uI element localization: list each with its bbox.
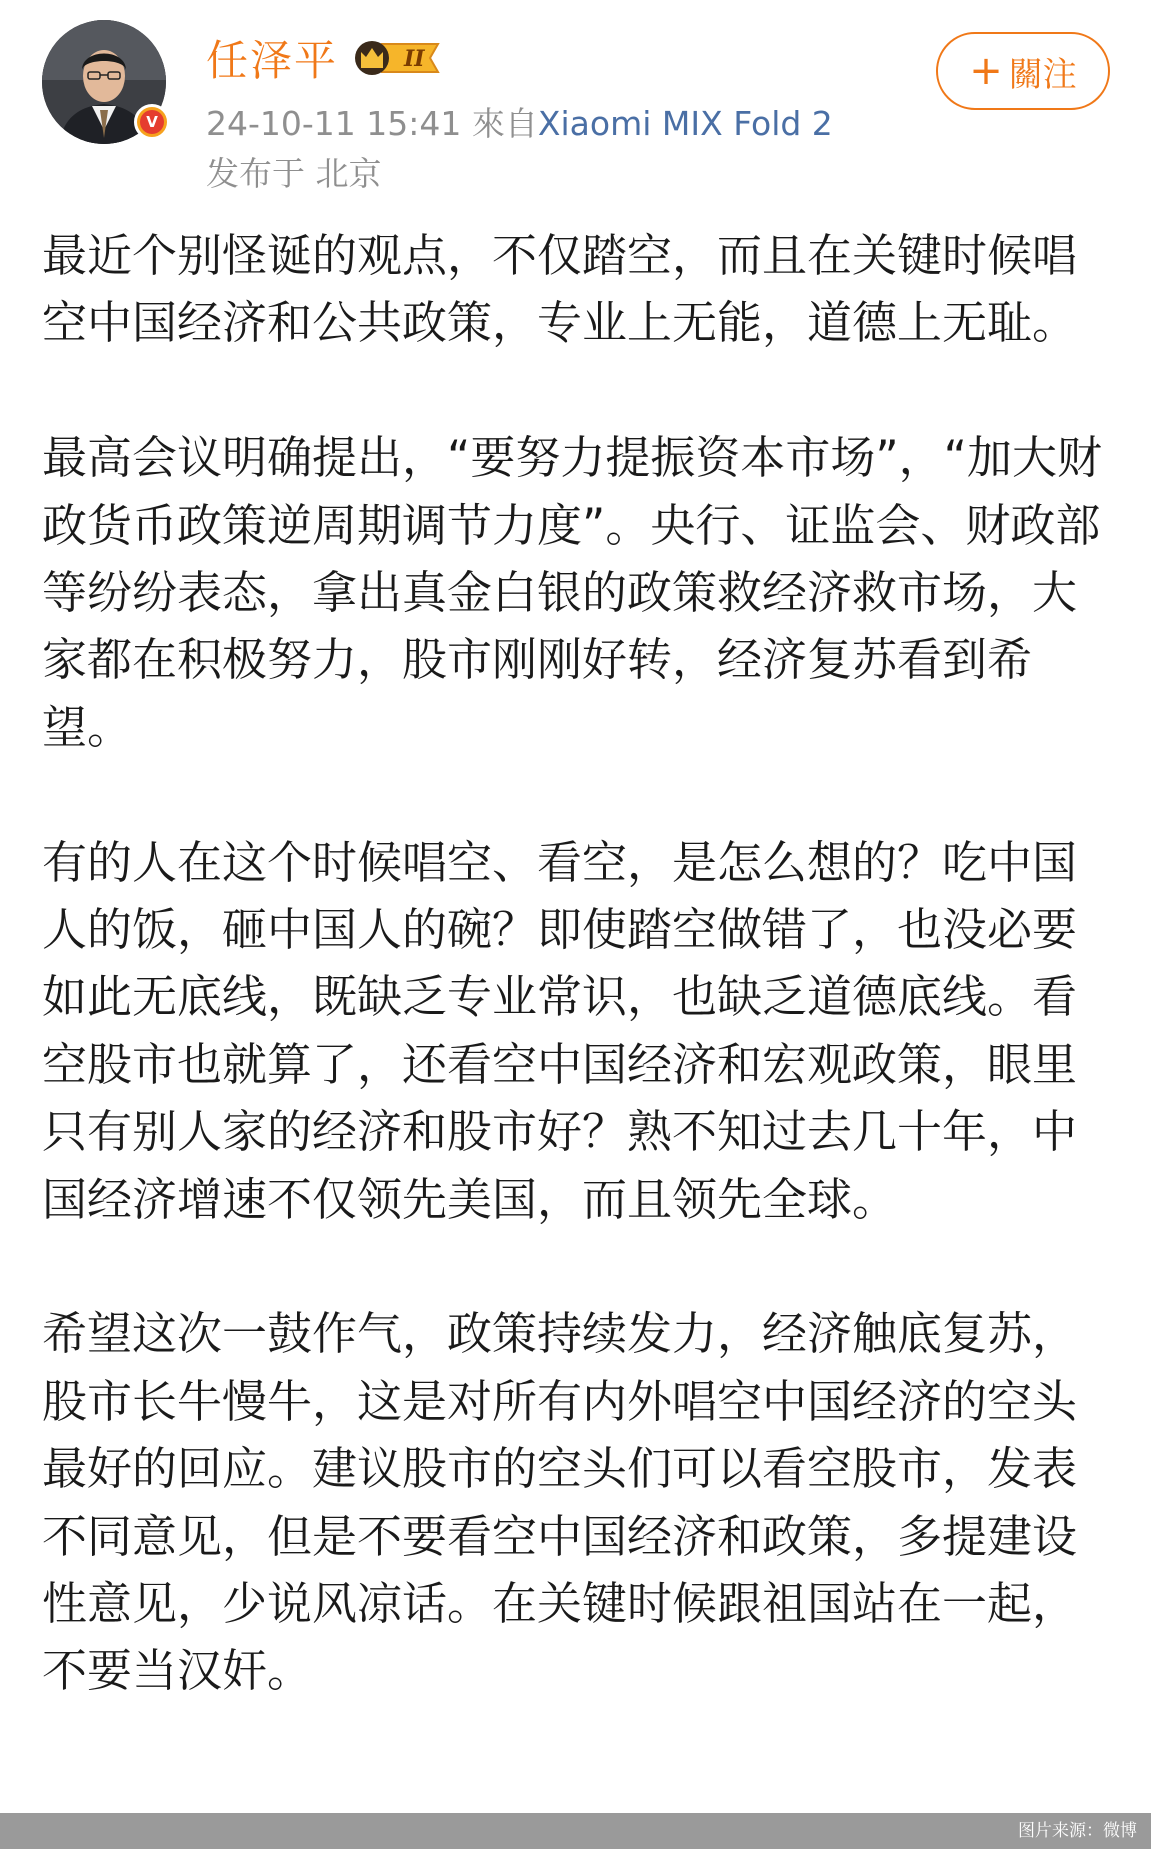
device-link[interactable]: Xiaomi MIX Fold 2	[537, 104, 833, 143]
post-paragraph: 最高会议明确提出，“要努力提振资本市场”，“加大财政货币政策逆周期调节力度”。央行、证监会、财政部等纷纷表态，拿出真金白银的政策救经济救市场，大家都在积极努力，股市刚刚好转，经济复苏看到希望。	[42, 431, 1102, 754]
post-body	[42, 222, 1114, 1705]
source-credit: 图片来源：微博	[1018, 1821, 1137, 1841]
post-location: 发布于 北京	[206, 154, 382, 193]
username-row	[206, 30, 444, 86]
post-paragraph: 最近个别怪诞的观点，不仅踏空，而且在关键时候唱空中国经济和公共政策，专业上无能，道德上无耻。	[42, 229, 1078, 350]
member-level-text: II	[404, 46, 425, 72]
post-time: 15:41	[366, 104, 462, 143]
author-name[interactable]: 任泽平	[206, 36, 339, 85]
author-avatar-wrapper[interactable]	[42, 20, 166, 144]
plus-icon: +	[969, 48, 1003, 94]
verified-v-badge-icon: V	[134, 104, 170, 140]
post-date: 24-10-11	[206, 104, 356, 143]
post-header	[0, 0, 1151, 210]
follow-button-label: 關注	[1008, 54, 1077, 95]
post-paragraph: 希望这次一鼓作气，政策持续发力，经济触底复苏，股市长牛慢牛，这是对所有内外唱空中国经济的空头最好的回应。建议股市的空头们可以看空股市，发表不同意见，但是不要看空中国经济和政策，多提建设性意见，少说风凉话。在关键时候跟祖国站在一起，不要当汉奸。	[42, 1307, 1078, 1698]
follow-button[interactable]	[936, 32, 1110, 110]
crown-member-badge-icon[interactable]	[352, 38, 444, 78]
post-paragraph: 有的人在这个时候唱空、看空，是怎么想的？吃中国人的饭，砸中国人的碗？即使踏空做错了，也没必要如此无底线，既缺乏专业常识，也缺乏道德底线。看空股市也就算了，还看空中国经济和宏观政策，眼里只有别人家的经济和股市好？熟不知过去几十年，中国经济增速不仅领先美国，而且领先全球。	[42, 835, 1078, 1226]
source-prefix: 來自	[471, 104, 538, 143]
image-source-bar	[0, 1813, 1151, 1849]
post-meta	[206, 98, 833, 145]
